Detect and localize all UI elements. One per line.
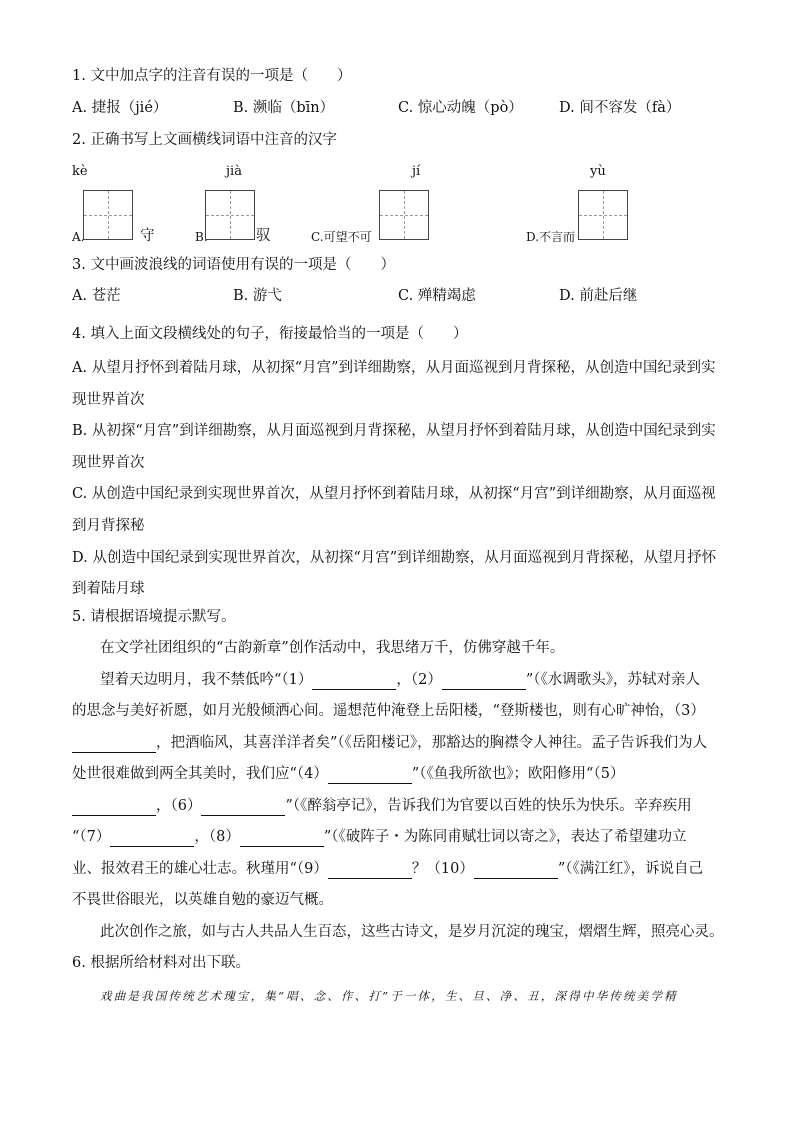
q2-pinyin-3: jí: [412, 164, 421, 179]
q2-item-b-suffix: 驭: [256, 228, 271, 244]
blank-4[interactable]: [328, 767, 412, 784]
q4-stem: 4. 填入上面文段横线处的句子，衔接最恰当的一项是（ ）: [72, 326, 468, 342]
q2-item-b-prefix: B.: [195, 230, 208, 244]
q5-sentence1-b: ，（2）: [396, 672, 442, 688]
q3-option-d[interactable]: D. 前赴后继: [559, 288, 638, 304]
q2-answer-box-d[interactable]: [578, 190, 628, 240]
q5-line6-a: “（7）: [72, 829, 111, 845]
q5-line3: ，把酒临风，其喜洋洋者矣”（《岳阳楼记》，那豁达的胸襟令人神往。孟子告诉我们为人: [156, 735, 708, 751]
q5-line2: 的思念与美好祈愿，如月光般倾洒心间。遥想范仲淹登上岳阳楼，“登斯楼也，则有心旷神怡，（3）: [72, 703, 705, 719]
q5-line4-b: ”（《鱼我所欲也》；欧阳修用“（5）: [411, 766, 625, 782]
q1-option-d[interactable]: D. 间不容发（fà）: [559, 100, 681, 116]
q5-line7-c: ”（《满江红》，诉说自己: [557, 861, 704, 877]
q5-closing: 此次创作之旅，如与古人共品人生百态，这些古诗文，是岁月沉淀的瑰宝，熠熠生辉，照亮心灵。: [100, 924, 724, 940]
blank-9[interactable]: [328, 862, 412, 879]
q6-stem: 6. 根据所给材料对出下联。: [72, 955, 250, 971]
q4-option-d-line2[interactable]: 到着陆月球: [72, 581, 145, 597]
q2-answer-box-c[interactable]: [379, 190, 429, 240]
q4-option-d-line1[interactable]: D. 从创造中国纪录到实现世界首次，从初探“月宫”到详细勘察，从月面巡视到月背探秘，从望月抒怀: [72, 550, 717, 566]
q2-pinyin-1: kè: [72, 164, 88, 179]
blank-2[interactable]: [442, 673, 526, 690]
blank-10[interactable]: [474, 862, 558, 879]
q2-stem: 2. 正确书写上文画横线词语中注音的汉字: [72, 132, 337, 148]
q1-option-a[interactable]: A. 捷报（jié）: [72, 100, 168, 116]
q5-line6-b: ，（8）: [194, 829, 240, 845]
q2-item-c-prefix: C.可望不可: [311, 230, 372, 244]
q2-answer-box-a[interactable]: [83, 190, 133, 240]
q6-material: 戏曲是我国传统艺术瑰宝，集“唱、念、作、打”于一体，生、旦、净、丑，深得中华传统美学精: [100, 989, 678, 1003]
q2-answer-box-b[interactable]: [205, 190, 255, 240]
q4-option-c-line1[interactable]: C. 从创造中国纪录到实现世界首次，从望月抒怀到着陆月球，从初探“月宫”到详细勘察，从月面巡视: [72, 486, 716, 502]
q2-item-d-prefix: D.不言而: [526, 230, 576, 244]
blank-6[interactable]: [201, 799, 285, 816]
q2-pinyin-4: yù: [590, 164, 606, 179]
q5-sentence1-a: 望着天边明月，我不禁低吟“（1）: [100, 672, 313, 688]
q4-option-b-line1[interactable]: B. 从初探“月宫”到详细勘察，从月面巡视到月背探秘，从望月抒怀到着陆月球，从创造中国纪录到实: [72, 423, 716, 439]
q2-item-a-suffix: 守: [140, 228, 155, 244]
q2-pinyin-2: jià: [226, 164, 242, 179]
q5-intro: 在文学社团组织的“古韵新章”创作活动中，我思绪万千，仿佛穿越千年。: [100, 640, 565, 656]
q5-line7-a: 业、报效君王的雄心壮志。秋瑾用“（9）: [72, 861, 328, 877]
q4-option-a-line1[interactable]: A. 从望月抒怀到着陆月球，从初探“月宫”到详细勘察，从月面巡视到月背探秘，从创造中国纪录到实: [72, 360, 716, 376]
q5-line7-b: ？（10）: [411, 861, 474, 877]
q5-line4-a: 处世很难做到两全其美时，我们应“（4）: [72, 766, 328, 782]
q5-line6-c: ”（《破阵子・为陈同甫赋壮词以寄之》，表达了希望建功立: [323, 829, 687, 845]
q1-stem: 1. 文中加点字的注音有误的一项是（ ）: [72, 68, 352, 84]
q5-sentence1-c: ”（《水调歌头》，苏轼对亲人: [525, 672, 701, 688]
q5-line5-a: ，（6）: [156, 798, 202, 814]
q5-line8: 不畏世俗眼光，以英雄自勉的豪迈气概。: [72, 892, 333, 908]
q2-item-a-prefix: A.: [72, 230, 85, 244]
blank-3[interactable]: [72, 736, 156, 753]
q4-option-b-line2[interactable]: 现世界首次: [72, 455, 145, 471]
q3-option-a[interactable]: A. 苍茫: [72, 288, 121, 304]
q5-line5-b: ”（《醉翁亭记》，告诉我们为官要以百姓的快乐为快乐。辛弃疾用: [285, 798, 692, 814]
q4-option-c-line2[interactable]: 到月背探秘: [72, 518, 145, 534]
blank-5[interactable]: [72, 799, 156, 816]
q3-stem: 3. 文中画波浪线的词语使用有误的一项是（ ）: [72, 257, 395, 273]
blank-1[interactable]: [312, 673, 396, 690]
q1-option-c[interactable]: C. 惊心动魄（pò）: [398, 100, 523, 116]
q4-option-a-line2[interactable]: 现世界首次: [72, 392, 145, 408]
q3-option-b[interactable]: B. 游弋: [233, 288, 282, 304]
q3-option-c[interactable]: C. 殚精竭虑: [398, 288, 476, 304]
q1-option-b[interactable]: B. 濒临（bīn）: [233, 100, 335, 116]
q5-stem: 5. 请根据语境提示默写。: [72, 609, 236, 625]
blank-7[interactable]: [110, 830, 194, 847]
blank-8[interactable]: [240, 830, 324, 847]
